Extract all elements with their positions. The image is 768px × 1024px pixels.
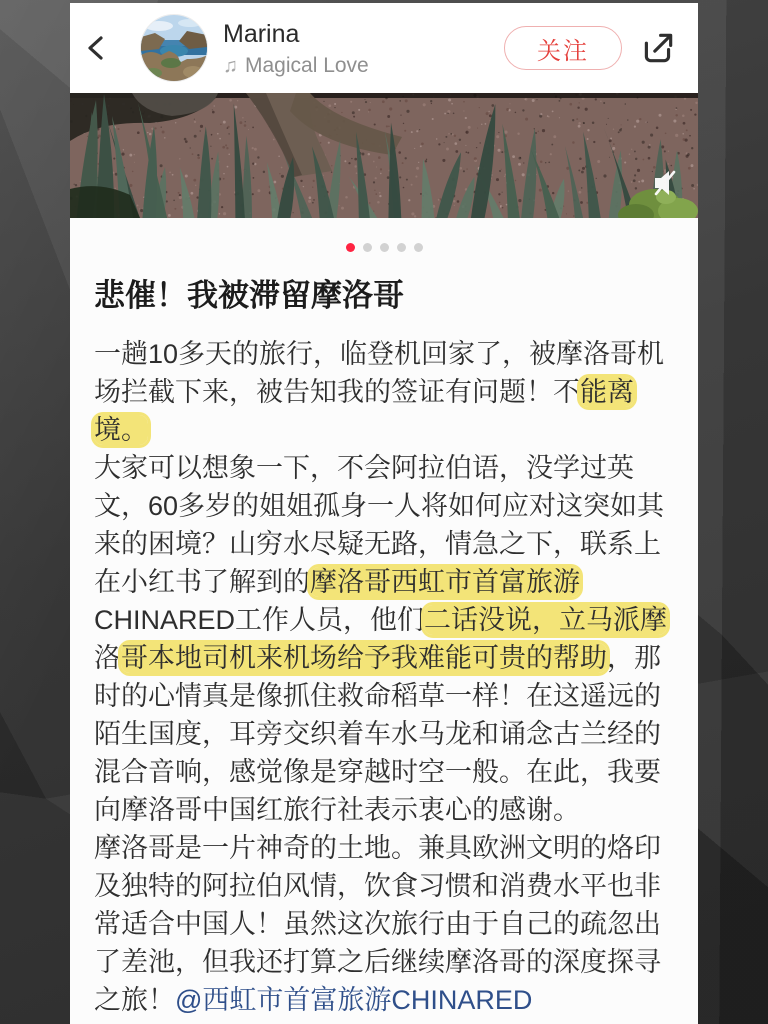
avatar-coast-photo — [141, 15, 207, 81]
carousel-dot — [380, 243, 389, 252]
share-button[interactable] — [638, 28, 678, 68]
body-line — [94, 791, 674, 829]
body-line — [94, 487, 674, 525]
body-text: ，那 — [607, 643, 661, 673]
highlighted-text: 能离 — [580, 377, 634, 407]
body-text: 时的心情真是像抓住救命稻草一样！在这遥远的 — [94, 681, 661, 711]
body-text: 一趟10多天的旅行，临登机回家了，被摩洛哥机 — [94, 339, 665, 369]
music-note-icon: ♫ — [223, 54, 238, 77]
body-text: 来的困境？山穷水尽疑无路，情急之下，联系上 — [94, 529, 661, 559]
username[interactable]: Marina — [223, 19, 300, 48]
carousel-dot — [414, 243, 423, 252]
user-meta — [223, 19, 504, 78]
body-text: 常适合中国人！虽然这次旅行由于自己的疏忽出 — [94, 909, 661, 939]
follow-button[interactable]: 关注 — [504, 26, 622, 70]
body-text: 之旅！ — [94, 985, 175, 1015]
chevron-left-icon — [83, 34, 111, 62]
carousel-photo[interactable] — [70, 93, 698, 218]
plants-photo — [70, 93, 698, 218]
body-line — [94, 563, 674, 601]
body-text: 及独特的阿拉伯风情，饮食习惯和消费水平也非 — [94, 871, 661, 901]
carousel-dots — [70, 242, 698, 252]
body-line — [94, 335, 674, 373]
body-text: 洛 — [94, 643, 121, 673]
body-line — [94, 525, 674, 563]
body-line — [94, 829, 674, 867]
music-title: Magical Love — [245, 53, 369, 77]
highlighted-text: 二话没说，立马派摩 — [424, 605, 668, 635]
body-line — [94, 373, 674, 411]
carousel-dot — [397, 243, 406, 252]
body-line — [94, 715, 674, 753]
share-icon — [639, 29, 677, 67]
body-text: 陌生国度，耳旁交织着车水马龙和诵念古兰经的 — [94, 719, 661, 749]
body-line — [94, 943, 674, 981]
body-text: CHINARED工作人员，他们 — [94, 605, 425, 635]
highlighted-text: 哥本地司机来机场给予我难能可贵的帮助 — [121, 643, 607, 673]
body-line — [94, 677, 674, 715]
body-line — [94, 601, 674, 639]
body-line — [94, 411, 674, 449]
body-line — [94, 449, 674, 487]
body-text: 了差池，但我还打算之后继续摩洛哥的深度探寻 — [94, 947, 661, 977]
body-text: 向摩洛哥中国红旅行社表示衷心的感谢。 — [94, 795, 580, 825]
mention-link[interactable]: @西虹市首富旅游CHINARED — [175, 985, 533, 1015]
post-body — [70, 335, 698, 1019]
body-text: 大家可以想象一下，不会阿拉伯语，没学过英 — [94, 453, 634, 483]
carousel-dot — [363, 243, 372, 252]
body-text: 文，60多岁的姐姐孤身一人将如何应对这突如其 — [94, 491, 665, 521]
body-line — [94, 753, 674, 791]
mute-icon[interactable] — [652, 170, 682, 196]
post-card — [70, 3, 698, 1024]
highlighted-text: 摩洛哥西虹市首富旅游 — [310, 567, 580, 597]
post-title: 悲催！我被滞留摩洛哥 — [94, 278, 404, 313]
highlighted-text: 境。 — [94, 415, 148, 445]
body-line — [94, 905, 674, 943]
back-button[interactable] — [76, 24, 118, 72]
avatar[interactable] — [140, 14, 208, 82]
music-row[interactable] — [223, 54, 504, 78]
body-line — [94, 981, 674, 1019]
carousel-dot-active — [346, 243, 355, 252]
body-text: 在小红书了解到的 — [94, 567, 310, 597]
body-text: 混合音响，感觉像是穿越时空一般。在此，我要 — [94, 757, 661, 787]
body-line — [94, 867, 674, 905]
body-line — [94, 639, 674, 677]
body-text: 场拦截下来，被告知我的签证有问题！不 — [94, 377, 580, 407]
top-bar — [70, 3, 698, 93]
body-text: 摩洛哥是一片神奇的土地。兼具欧洲文明的烙印 — [94, 833, 661, 863]
